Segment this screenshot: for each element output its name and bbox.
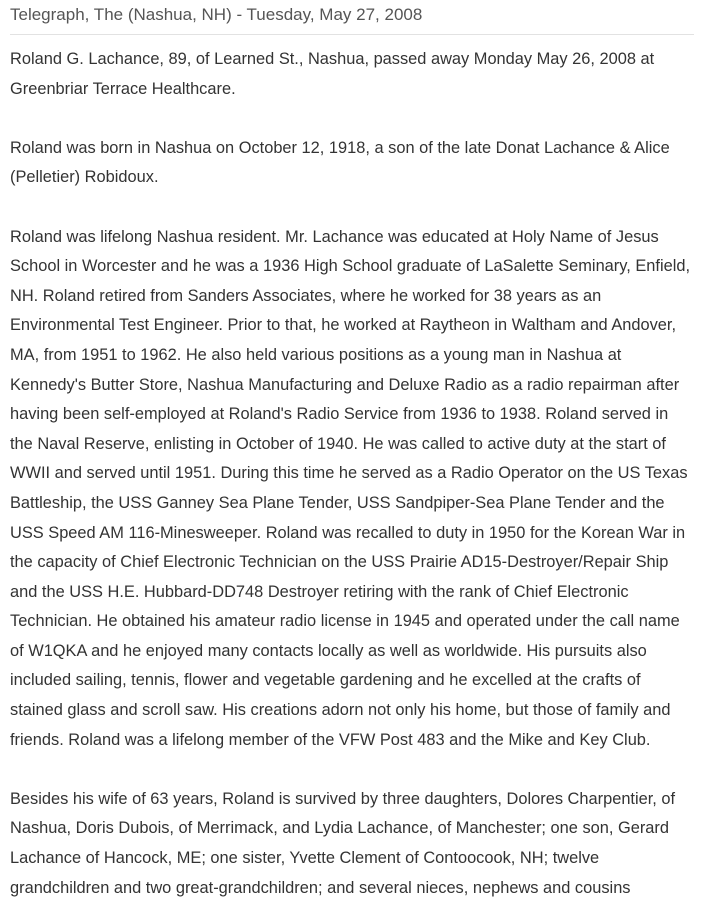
paragraph-life-career: Roland was lifelong Nashua resident. Mr. Lachance was educated at Holy Name of Jesus School in Worcester and he was a 1936 High School graduate of LaSalette Seminary, Enfield, NH. Roland retired from Sanders Associates, where he worked for 38 years as an Environmental Test Engineer. Prior to that, he worked at Raytheon in Waltham and Andover, MA, from 1951 to 1962. He also held various positions as a young man in Nashua at Kennedy's Butter Store, Nashua Manufacturing and Deluxe Radio as a radio repairman after having been self-employed at Roland's Radio Service from 1936 to 1938. Roland served in the Naval Reserve, enlisting in October of 1940. He was called to active duty at the start of WWII and served until 1951. During this time he served as a Radio Operator on the US Texas Battleship, the USS Ganney Sea Plane Tender, USS Sandpiper-Sea Plane Tender and the USS Speed AM 116-Minesweeper. Roland was recalled to duty in 1950 for the Korean War in the capacity of Chief Electronic Technician on the USS Prairie AD15-Destroyer/Repair Ship and the USS H.E. Hubbard-DD748 Destroyer retiring with the rank of Chief Electronic Technician. He obtained his amateur radio license in 1945 and operated under the call name of W1QKA and he enjoyed many contacts locally as well as worldwide. His pursuits also included sailing, tennis, flower and vegetable gardening and he excelled at the crafts of stained glass and scroll saw. His creations adorn not only his home, but those of family and friends. Roland was a lifelong member of the VFW Post 483 and the Mike and Key Club.	[10, 227, 691, 749]
publication-source-line: Telegraph, The (Nashua, NH) - Tuesday, May 27, 2008	[10, 0, 694, 35]
paragraph-survivors: Besides his wife of 63 years, Roland is survived by three daughters, Dolores Charpentier, of Nashua, Doris Dubois, of Merrimack, and Lydia Lachance, of Manchester; one son, Gerard Lachance of Hancock, ME; one sister, Yvette Clement of Contoocook, NH; twelve grandchildren and two great-grandchildren; and several nieces, nephews and cousins	[10, 789, 676, 897]
paragraph-death-notice: Roland G. Lachance, 89, of Learned St., Nashua, passed away Monday May 26, 2008 at Greenbriar Terrace Healthcare.	[10, 50, 655, 98]
obituary-body	[10, 35, 694, 903]
paragraph-birth: Roland was born in Nashua on October 12, 1918, a son of the late Donat Lachance & Alice (Pelletier) Robidoux.	[10, 138, 670, 187]
